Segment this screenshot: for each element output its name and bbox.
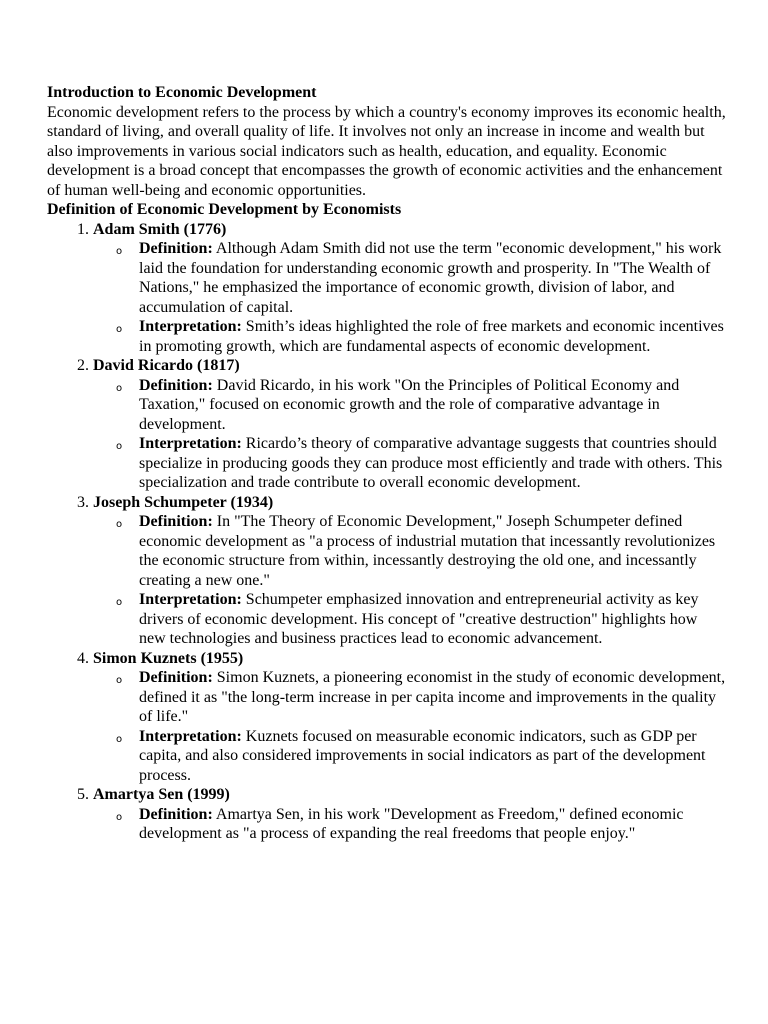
interpretation-point (116, 434, 727, 493)
point-text: Simon Kuznets, a pioneering economist in the study of economic development, defined it as "the long-term increase in per capita income and improvements in the quality of life." (139, 669, 726, 725)
economist-item-david-ricardo (93, 356, 727, 493)
bullet-icon: o (116, 382, 123, 394)
definitions-heading: Definition of Economic Development by Economists (47, 201, 402, 218)
point-text: David Ricardo, in his work "On the Principles of Political Economy and Taxation," focused on economic growth and the role of comparative advantage in development. (139, 376, 680, 433)
bullet-icon: o (116, 519, 123, 530)
point-text: Schumpeter emphasized innovation and entrepreneurial activity as key drivers of economic development. His concept of "creative destruction" highlights how new technologies and business practices lead to economic advancement. (139, 591, 699, 647)
economist-item-simon-kuznets (93, 649, 727, 786)
definition-point (116, 668, 727, 727)
economist-points (93, 668, 727, 785)
economist-item-amartya-sen (93, 785, 727, 844)
economists-list (47, 220, 727, 844)
economist-title: Amartya Sen (1999) (93, 786, 230, 803)
point-text: Smith’s ideas highlighted the role of free markets and economic incentives in promoting growth, which are fundamental aspects of economic development. (139, 318, 724, 355)
point-label: Definition: (139, 513, 213, 530)
definition-point (116, 512, 727, 590)
economist-item-joseph-schumpeter (93, 493, 727, 649)
point-text: Although Adam Smith did not use the term "economic development," his work laid the foundation for understanding economic growth and prosperity. In "The Wealth of Nations," he emphasized the importance of economic growth, division of labor, and accumulation of capital. (139, 240, 722, 316)
bullet-icon: o (116, 441, 123, 452)
economist-item-adam-smith (93, 220, 727, 357)
point-text: Ricardo’s theory of comparative advantage suggests that countries should specialize in producing goods they can produce most efficiently and trade with others. This specialization and trade contribute to overall economic development. (139, 435, 723, 491)
intro-heading: Introduction to Economic Development (47, 84, 317, 101)
definition-point (116, 805, 727, 844)
point-label: Interpretation: (139, 318, 242, 335)
point-label: Definition: (139, 376, 213, 394)
economist-title: Simon Kuznets (1955) (93, 649, 244, 667)
point-text: Amartya Sen, in his work "Development as Freedom," defined economic development as "a process of expanding the real freedoms that people enjoy." (139, 805, 684, 842)
definition-point (116, 239, 727, 317)
economist-points (93, 512, 727, 649)
bullet-icon: o (116, 597, 123, 608)
interpretation-point (116, 727, 727, 786)
economist-points (93, 376, 727, 493)
bullet-icon: o (116, 675, 123, 686)
bullet-icon: o (116, 733, 123, 745)
bullet-icon: o (116, 246, 123, 257)
economist-points (93, 805, 727, 844)
economist-title: Adam Smith (1776) (93, 220, 227, 238)
economist-points (93, 239, 727, 356)
document-page (47, 83, 727, 844)
definition-point (116, 376, 727, 435)
point-text: In "The Theory of Economic Development," Joseph Schumpeter defined economic development as "a process of industrial mutation that incessantly revolutionizes the economic structure from within, incessantly destroying the old one, and incessantly creating a new one." (139, 513, 716, 589)
point-label: Definition: (139, 240, 213, 257)
point-text: Kuznets focused on measurable economic indicators, such as GDP per capita, and also considered improvements in social indicators as part of the development process. (139, 727, 706, 784)
interpretation-point (116, 590, 727, 649)
point-label: Interpretation: (139, 727, 242, 745)
economist-title: Joseph Schumpeter (1934) (93, 493, 274, 511)
bullet-icon: o (116, 324, 123, 335)
interpretation-point (116, 317, 727, 356)
point-label: Definition: (139, 669, 213, 686)
point-label: Definition: (139, 805, 213, 823)
bullet-icon: o (116, 811, 123, 823)
point-label: Interpretation: (139, 435, 242, 452)
point-label: Interpretation: (139, 591, 242, 608)
intro-paragraph: Economic development refers to the process by which a country's economy improves its economic health, standard of living, and overall quality of life. It involves not only an increase in income and wealth but also improvements in various social indicators such as health, education, and equality. Economic development is a broad concept that encompasses the growth of economic activities and the enhancement of human well-being and economic opportunities. (47, 103, 726, 199)
economist-title: David Ricardo (1817) (93, 357, 240, 374)
